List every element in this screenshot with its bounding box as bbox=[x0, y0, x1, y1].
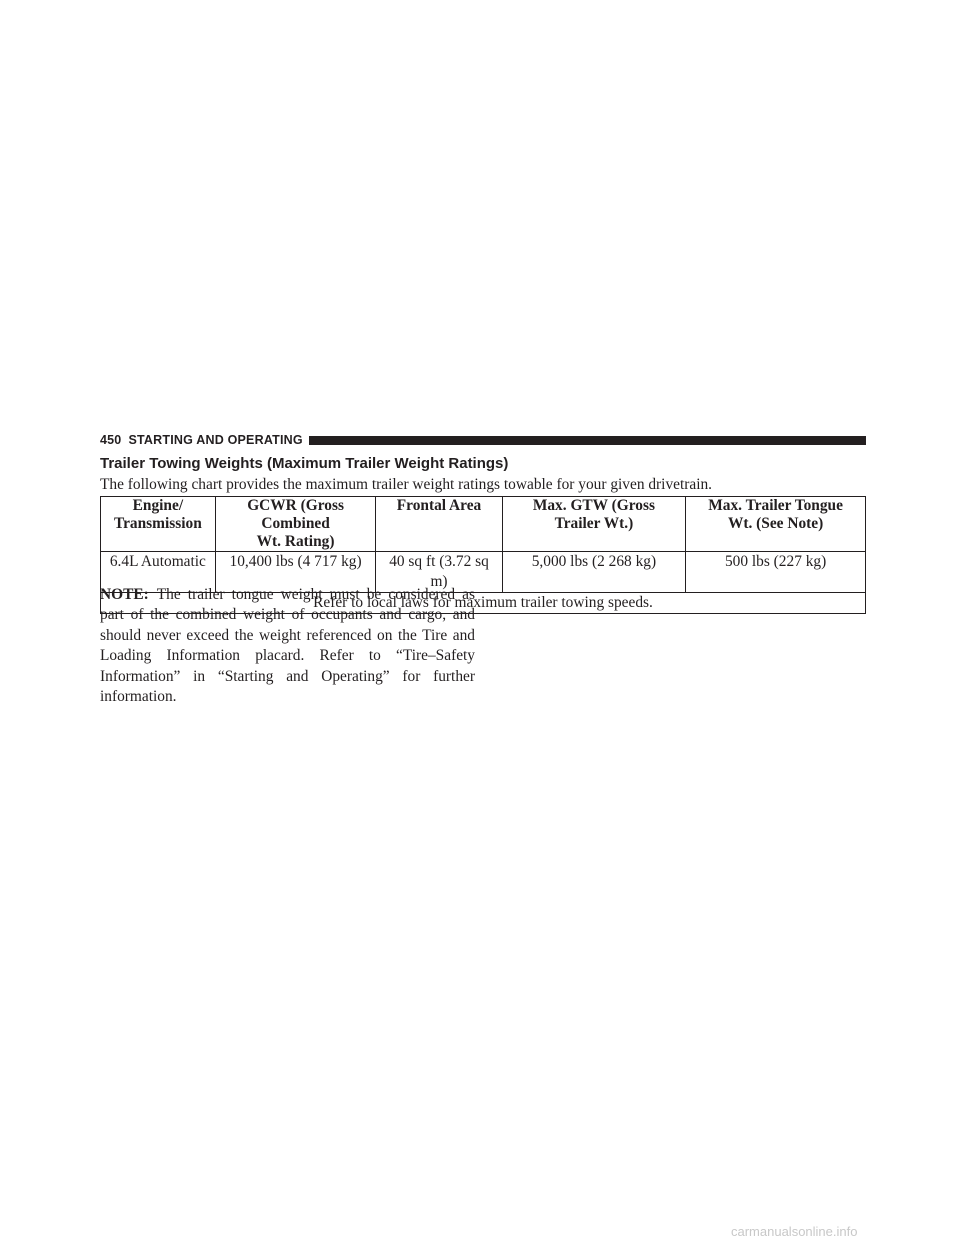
section-title: Trailer Towing Weights (Maximum Trailer Weight Ratings) bbox=[100, 455, 509, 472]
cell-gcwr: 10,400 lbs (4 717 kg) bbox=[215, 552, 376, 593]
header-engine-transmission: Engine/ Transmission bbox=[101, 497, 216, 552]
table-footer-note: Refer to local laws for maximum trailer towing speeds. bbox=[101, 593, 866, 614]
cell-frontal-area: 40 sq ft (3.72 sq m) bbox=[376, 552, 502, 593]
header-max-gtw: Max. GTW (Gross Trailer Wt.) bbox=[502, 497, 686, 552]
header-frontal-area: Frontal Area bbox=[376, 497, 502, 552]
cell-max-tongue-weight: 500 lbs (227 kg) bbox=[686, 552, 866, 593]
intro-paragraph: The following chart provides the maximum trailer weight ratings towable for your given drivetrain. bbox=[100, 476, 713, 493]
header-max-tongue-weight: Max. Trailer Tongue Wt. (See Note) bbox=[686, 497, 866, 552]
header-gcwr: GCWR (Gross Combined Wt. Rating) bbox=[215, 497, 376, 552]
header-rule bbox=[309, 436, 866, 445]
note-text: The trailer tongue weight must be considered as part of the combined weight of occupants and cargo, and should never exceed the weight referenced on the Tire and Loading Information placard. Refer to “Tire–Safety Information” in “Starting and Operating” for further information. bbox=[100, 586, 475, 706]
cell-max-gtw: 5,000 lbs (2 268 kg) bbox=[502, 552, 686, 593]
table-header-row bbox=[101, 497, 866, 552]
page-number: 450 bbox=[100, 433, 122, 447]
watermark: carmanualsonline.info bbox=[731, 1224, 858, 1239]
cell-engine-transmission: 6.4L Automatic bbox=[101, 552, 216, 593]
running-section-name: STARTING AND OPERATING bbox=[128, 433, 303, 447]
note-label: NOTE: bbox=[100, 586, 149, 603]
page-header bbox=[100, 432, 866, 448]
note-paragraph bbox=[100, 585, 475, 707]
